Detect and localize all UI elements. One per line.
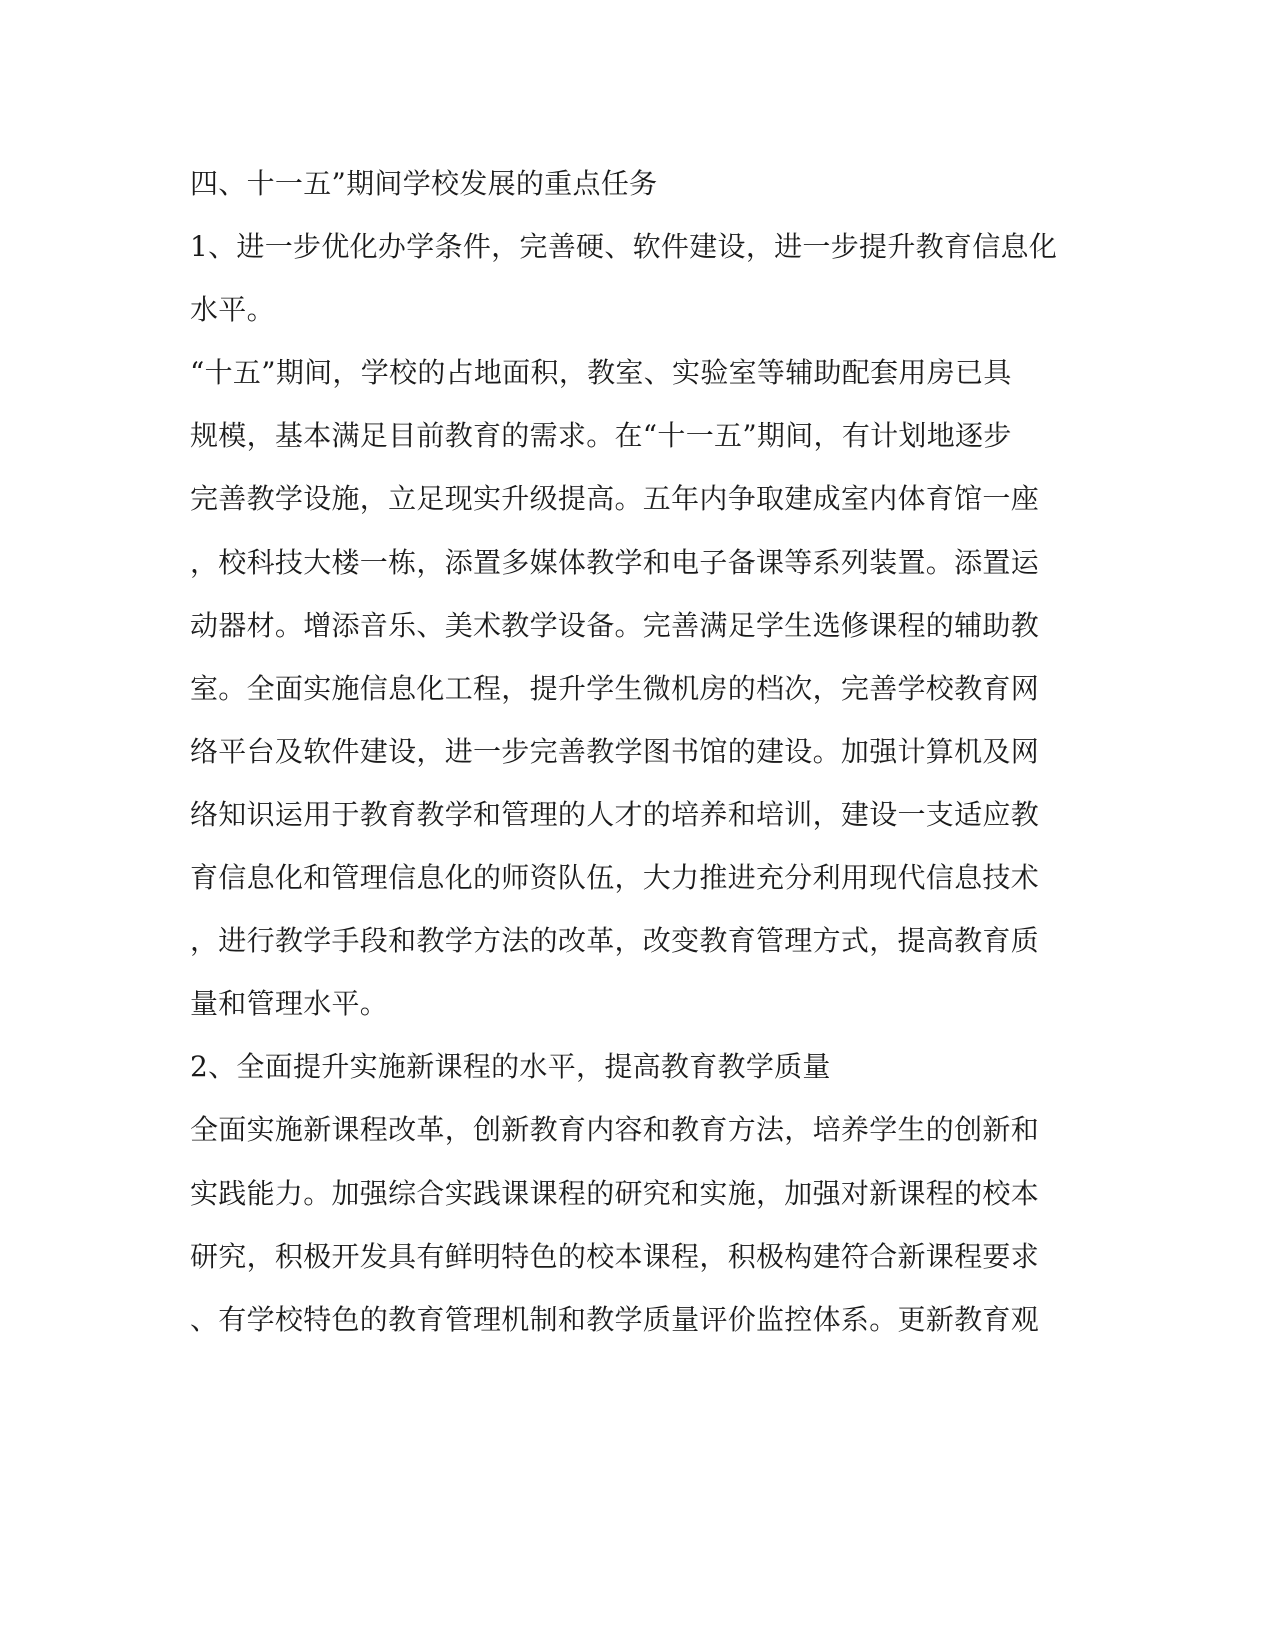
paragraph-2-line: 、有学校特色的教育管理机制和教学质量评价监控体系。更新教育观 (190, 1302, 1040, 1336)
paragraph-2-line: 实践能力。加强综合实践课课程的研究和实施，加强对新课程的校本 (190, 1176, 1040, 1210)
subheading-1-continued: 水平。 (190, 293, 275, 327)
paragraph-2-line: 全面实施新课程改革，创新教育内容和教育方法，培养学生的创新和 (190, 1113, 1040, 1147)
paragraph-1-line: ，校科技大楼一栋，添置多媒体教学和电子备课等系列装置。添置运 (190, 545, 1040, 579)
paragraph-2-line: 研究，积极开发具有鲜明特色的校本课程，积极构建符合新课程要求 (190, 1239, 1040, 1273)
section-heading: 四、十一五”期间学校发展的重点任务 (190, 167, 658, 200)
subheading-1: 1、进一步优化办学条件，完善硬、软件建设，进一步提升教育信息化 (190, 230, 1058, 264)
paragraph-1-line: 络知识运用于教育教学和管理的人才的培养和培训，建设一支适应教 (190, 797, 1040, 831)
paragraph-1-line: ，进行教学手段和教学方法的改革，改变教育管理方式，提高教育质 (190, 924, 1040, 958)
paragraph-1-line: 室。全面实施信息化工程，提升学生微机房的档次，完善学校教育网 (190, 671, 1040, 705)
paragraph-1-line: “十五”期间，学校的占地面积，教室、实验室等辅助配套用房已具 (190, 356, 1012, 390)
paragraph-1-line: 量和管理水平。 (190, 987, 389, 1021)
paragraph-1-line: 络平台及软件建设，进一步完善教学图书馆的建设。加强计算机及网 (190, 734, 1040, 768)
paragraph-1-line: 育信息化和管理信息化的师资队伍，大力推进充分利用现代信息技术 (190, 861, 1040, 895)
paragraph-1-line: 完善教学设施，立足现实升级提高。五年内争取建成室内体育馆一座 (190, 482, 1040, 516)
paragraph-1-line: 动器材。增添音乐、美术教学设备。完善满足学生选修课程的辅助教 (190, 608, 1040, 642)
subheading-2: 2、全面提升实施新课程的水平，提高教育教学质量 (190, 1050, 831, 1084)
paragraph-1-line: 规模，基本满足目前教育的需求。在“十一五”期间，有计划地逐步 (190, 419, 1012, 453)
document-body (190, 152, 1090, 1351)
